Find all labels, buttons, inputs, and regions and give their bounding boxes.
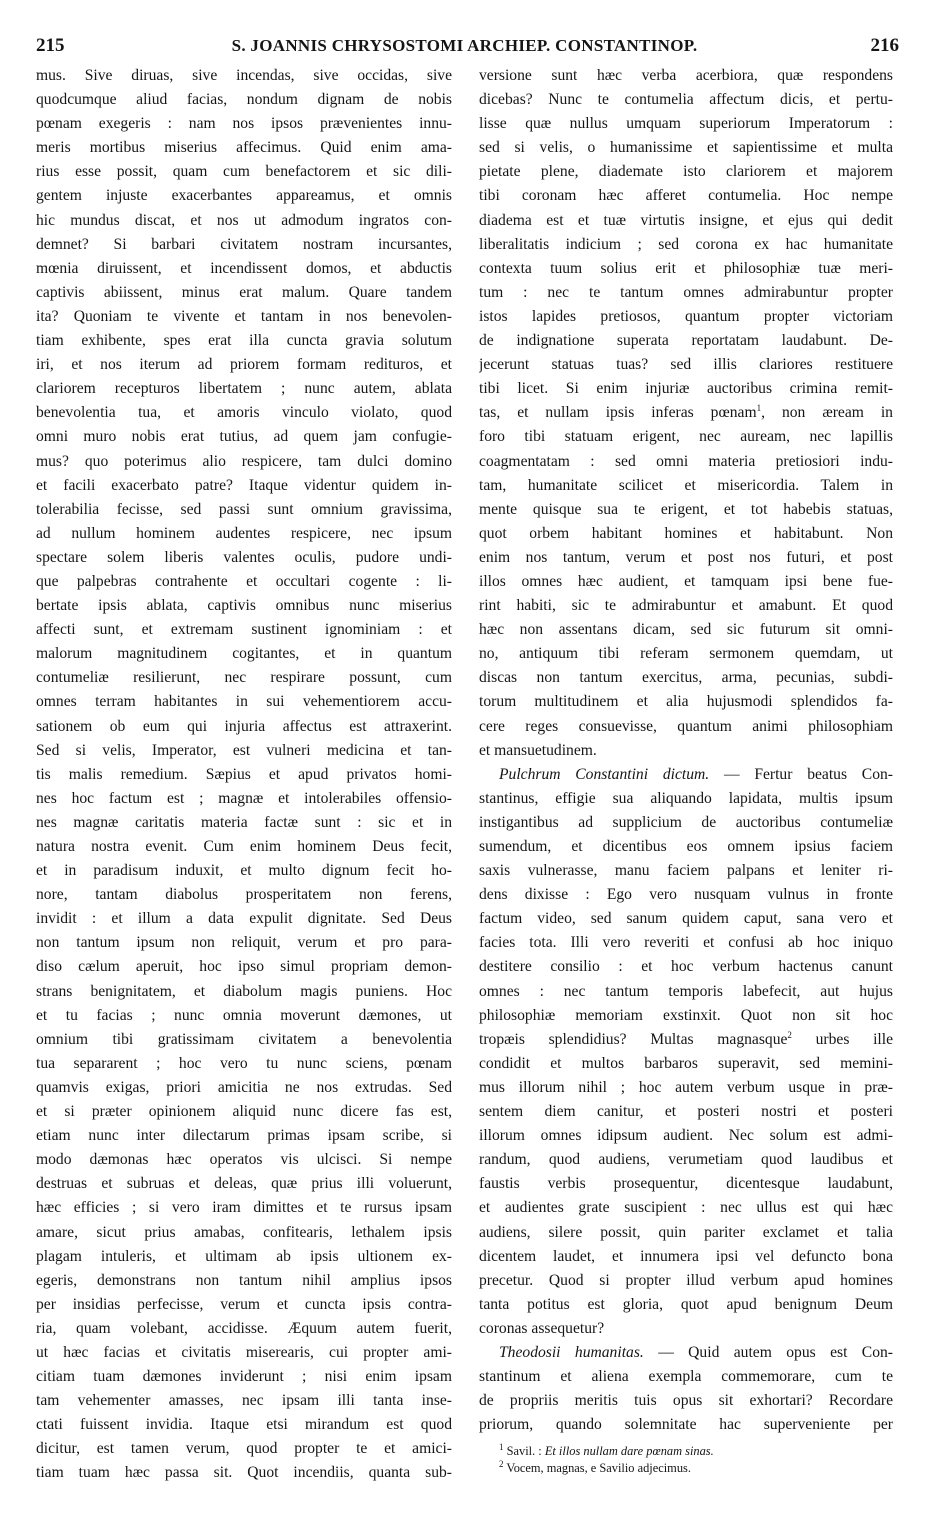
text-line: benevolentia tua, et amoris vinculo violato, quod [36, 404, 452, 422]
line-text: tas, et nullam ipsis inferas pœnam [479, 404, 757, 422]
text-line: nes hoc factum est ; magnæ et intolerabiles offensio- [36, 789, 452, 807]
line-text: urbes ille [791, 1030, 893, 1048]
text-line: invidit : et illum a data expulit dignitate. Sed Deus [36, 910, 452, 928]
text-line: tanta potitus est gloria, quot apud benignum Deum [479, 1295, 893, 1313]
text-line: torum multitudinem et alia hujusmodi splendidos fa- [479, 693, 893, 711]
section-heading-line [479, 1341, 893, 1365]
text-line: omnes terram habitantes in sui vehementiorem accu- [36, 693, 452, 711]
footnote-ref-1: 1 [756, 403, 762, 414]
text-line: modo dæmonas hæc operatos vis ulcisci. Si nempe [36, 1151, 452, 1169]
text-line: tibi licet. Si enim injuriæ auctoribus crimina remit- [479, 380, 893, 398]
section-constantine-body [479, 787, 893, 1341]
left-column [36, 64, 452, 1486]
text-line: liberalitatis indicium ; sed corona ex hac humanitate [479, 235, 893, 253]
text-line: diadema est et tuæ virtutis insigne, et ejus qui dedit [479, 211, 893, 229]
text-line: citiam tuam dæmones inviderunt ; nisi enim ipsam [36, 1368, 452, 1386]
text-line: etiam nunc inter dilectarum primas ipsam scribe, si [36, 1127, 452, 1145]
left-page-number: 215 [36, 35, 65, 56]
text-line: rint habiti, sic te admirabuntur et amabunt. Et quod [479, 597, 893, 615]
text-line: non tantum ipsum non reliquit, verum et pro para- [36, 934, 452, 952]
right-column-opening-text [479, 64, 893, 763]
line-text: , non æream in [761, 404, 893, 422]
text-line: tibi coronam hæc afferet contumelia. Hoc nempe [479, 187, 893, 205]
text-line: et audientes grate suscipient : nec ullus est qui hæc [479, 1199, 893, 1217]
text-line: instigantibus ad supplicium de auctoribus contumeliæ [479, 813, 893, 831]
text-line: philosophiæ memoriam exstinxit. Quot non sit hoc [479, 1006, 893, 1024]
text-line: nes magnæ caritatis materia factæ sunt : sic et in [36, 813, 452, 831]
text-line: stantinum et aliena exempla commemorare, cum te [479, 1368, 893, 1386]
text-line: omnes : nec tantum temporis labefecit, aut hujus [479, 982, 893, 1000]
text-line: discas non tantum exercitus, arma, pecunias, subdi- [479, 669, 893, 687]
text-line: ut hæc facias et civitatis miserearis, cui propter ami- [36, 1343, 452, 1361]
text-line: strans benignitatem, et diabolum magis puniens. Hoc [36, 982, 452, 1000]
section-constantine [479, 763, 893, 1341]
text-line: dicitur, est tamen verum, quod propter te et amici- [36, 1440, 452, 1458]
text-line: sumendum, et dicentibus eos omnem ipsius faciem [479, 838, 893, 855]
right-column [479, 64, 893, 1477]
text-line: et tu facias ; nunc omnia moverunt dæmones, ut [36, 1006, 452, 1024]
text-line: pietate plene, diademate isto clariorem et majorem [479, 163, 893, 181]
text-line: tolerabilia fecisse, sed passi sunt omnium gravissima, [36, 500, 452, 518]
text-line: coagmentatam : sed omni materia pretiosiori indu- [479, 452, 893, 470]
text-line: spectare solem liberis valentes oculis, pudore undi- [36, 548, 452, 566]
footnote-1 [479, 1443, 893, 1460]
text-line: facies tota. Illi vero reveriti et confusi ab hoc iniquo [479, 934, 893, 952]
text-line: foro tibi statuam erigent, nec auream, nec lapillis [479, 428, 893, 446]
text-line: omnium tibi gratissimam civitatem a benevolentia [36, 1030, 452, 1048]
text-line: randum, quod audiens, verumetiam quod laudibus et [479, 1151, 893, 1169]
text-line: coronas assequetur? [479, 1319, 605, 1337]
text-line: ctati fuissent invidia. Itaque etsi mirandum est quod [36, 1416, 452, 1434]
text-line: egeris, demonstrans non tantum nihil amplius ipsos [36, 1271, 452, 1289]
text-line: saxis vulnerasse, manu faciem palpans et leniter ri- [479, 862, 893, 880]
text-line: sationem ob eum qui injuria affectus est attraxerint. [36, 717, 452, 735]
text-line: quamvis exigas, priori amicitia ne nos extrudas. Sed [36, 1078, 452, 1096]
text-line: illos omnes hæc audient, et tamquam ipsi bene fue- [479, 572, 893, 590]
text-line: hic mundus discat, et nos ut admodum ingratos con- [36, 211, 452, 229]
text-line: pœnam exegeris : nam nos ipsos prævenientes innu- [36, 115, 452, 133]
text-line: sed si velis, o humanissime et sapientissime et multa [479, 139, 893, 157]
footnote-marker: 2 [499, 1460, 504, 1470]
text-line: ad nullum hominem audentes respicere, nec ipsum [36, 524, 452, 542]
text-line: illorum omnes idipsum audient. Nec solum est admi- [479, 1127, 893, 1145]
text-line: tiam tuam hæc passa sit. Quot incendiis, quanta sub- [36, 1464, 452, 1482]
text-line: et si præter opinionem aliquid nunc dicere fas est, [36, 1103, 452, 1121]
text-line: dens dixisse : Ego vero nusquam vulnus in fronte [479, 886, 893, 904]
text-line: mente quisque sua te erigent, et tot habebis statuas, [479, 500, 893, 518]
text-line: tum : nec te tantum omnes admirabuntur propter [479, 283, 893, 301]
text-line: dicebas? Nunc te contumelia affectum dicis, et pertu- [479, 91, 893, 109]
text-line: hæc efficies ; si vero iram dimittes et te rursus ipsam [36, 1199, 452, 1217]
section-lead: — Quid autem opus est Con- [643, 1343, 893, 1361]
text-line: affecti sunt, et extremam sustinent ignominiam : et [36, 621, 452, 639]
footnote-text: Et illos nullam dare pœnam sinas. [544, 1444, 714, 1459]
text-line: lisse quæ nullus umquam superiorum Imperatorum : [479, 115, 893, 133]
text-line: tam vehementer amasses, nec ipsam illi tanta inse- [36, 1392, 452, 1410]
text-line: enim nos tantum, verum et post nos futuri, et post [479, 548, 893, 566]
right-page-number: 216 [870, 35, 899, 56]
text-line: factum video, sed sanum quidem caput, sana vero et [479, 910, 893, 928]
text-line: que palpebras contrahente et occultari cogente : li- [36, 572, 452, 590]
text-line: mus. Sive diruas, sive incendas, sive occidas, sive [36, 67, 452, 84]
text-line: priorum, quando solemnitate hac superveniente per [479, 1416, 893, 1434]
text-line: contumeliæ resilierunt, nec respirare possunt, cum [36, 669, 452, 687]
text-line: stantinus, effigie sua aliquando lapidata, multis ipsum [479, 789, 893, 807]
text-line: tis malis remedium. Sæpius et apud privatos homi- [36, 765, 452, 783]
text-line: tam, humanitate scilicet et misericordia. Talem in [479, 476, 893, 494]
text-line: jecerunt statuas tuas? sed illis clariores restituere [479, 356, 893, 374]
text-line: destruas et subruas et deleas, quæ prius illi voluerunt, [36, 1175, 452, 1193]
text-line: quot orbem habitant homines et habitabunt. Non [479, 524, 893, 542]
text-line: clariorem recepturos libertatem ; nunc autem, ablata [36, 380, 452, 398]
footnotes [479, 1443, 893, 1477]
text-line: amare, sicut prius amabas, confitearis, lethalem ipsis [36, 1223, 452, 1241]
footnote-2 [479, 1460, 893, 1477]
text-line: sentem diem canitur, et posteri nostri et posteri [479, 1103, 893, 1121]
text-line: de propriis meritis tuis opus sit exhortari? Recordare [479, 1392, 893, 1410]
text-line: ita? Quoniam te vivente et tantam in nos benevolen- [36, 307, 452, 325]
section-theodosius [479, 1341, 893, 1437]
text-line: plagam intuleris, et ultimam ab ipsis ultionem ex- [36, 1247, 452, 1265]
text-line: versione sunt hæc verba acerbiora, quæ respondens [479, 67, 893, 84]
text-line: et in paradisum induxit, et multo dignum fecit ho- [36, 862, 452, 880]
text-line: mœnia diruissent, et incendissent domos, et abductis [36, 259, 452, 277]
text-line: per insidias perfecisse, verum et cuncta ipsis contra- [36, 1295, 452, 1313]
text-line: captivis abiissent, minus erat malum. Quare tandem [36, 283, 452, 301]
text-line: tua separarent ; hoc vero tu nunc sciens, pœnam [36, 1054, 452, 1072]
text-line: audiens, silere possit, quin pariter exclamet et talia [479, 1223, 893, 1241]
text-line: faustis verbis prosequentur, dicentesque laudabunt, [479, 1175, 893, 1193]
footnote-source: Savil. : [506, 1444, 542, 1459]
text-line: natura nostra evenit. Cum enim hominem Deus fecit, [36, 838, 452, 855]
section-heading-line [479, 763, 893, 787]
section-theodosius-body [479, 1365, 893, 1437]
text-line [479, 1028, 893, 1052]
text-line: precetur. Quod si propter illud verbum apud homines [479, 1271, 893, 1289]
text-line: quodcumque aliud facias, nondum dignam de nobis [36, 91, 452, 109]
section-title-constantine: Pulchrum Constantini dictum. [499, 765, 710, 783]
text-line: bertate ipsis ablata, captivis omnibus nunc miserius [36, 597, 452, 615]
text-line: demnet? Si barbari civitatem nostram incursantes, [36, 235, 452, 253]
text-line: et facili exacerbato patre? Itaque videntur quidem in- [36, 476, 452, 494]
text-line: et mansuetudinem. [479, 741, 597, 759]
text-line: malorum magnitudinem cogitantes, et in quantum [36, 645, 452, 663]
text-line: diso cælum aperuit, hoc ipso simul propriam demon- [36, 958, 452, 976]
text-line: condidit et multos barbaros superavit, sed memini- [479, 1054, 893, 1072]
text-line: destitere consilio : et hoc verbum hactenus canunt [479, 958, 893, 976]
text-line: dicentem laudet, et innumera ipsi vel defuncto bona [479, 1247, 893, 1265]
running-title: S. JOANNIS CHRYSOSTOMI ARCHIEP. CONSTANTINOP. [231, 36, 698, 55]
footnote-marker: 1 [499, 1443, 504, 1453]
section-title-theodosius: Theodosii humanitas. [499, 1343, 644, 1361]
footnote-text: Vocem, magnas, e Savilio adjecimus. [506, 1461, 691, 1476]
text-line: hæc non assentans dicam, sed sic futurum sit omni- [479, 621, 893, 639]
text-line [479, 401, 893, 425]
text-line: omni muro nobis erat tutius, ad quem jam confugie- [36, 428, 452, 446]
line-text: tropæis splendidius? Multas magnasque [479, 1030, 788, 1048]
text-line: rius esse possit, quam cum benefactorem et sic dili- [36, 163, 452, 181]
text-line: meris mortibus miserius affecimus. Quid enim ama- [36, 139, 452, 157]
text-line: nore, tantam diabolus prosperitatem non ferens, [36, 886, 452, 904]
text-line: cere reges consuevisse, quantum animi philosophiam [479, 717, 893, 735]
section-lead: — Fertur beatus Con- [709, 765, 893, 783]
text-line: tiam exhibente, spes erat illa cuncta gravia solutum [36, 332, 452, 350]
text-line: istos lapides pretiosos, quantum propter victoriam [479, 307, 893, 325]
text-line: gentem injuste exacerbantes appareamus, et omnis [36, 187, 452, 205]
text-line: no, antiquum tibi referam sermonem quemdam, ut [479, 645, 893, 663]
text-line: Sed si velis, Imperator, est vulneri medicina et tan- [36, 741, 452, 759]
text-line: iri, et nos iterum ad priorem formam redituros, et [36, 356, 452, 374]
footnote-ref-2: 2 [787, 1029, 792, 1040]
text-line: mus illorum nihil ; hoc autem verbum usque in præ- [479, 1078, 893, 1096]
text-line: contexta tuum solius erit et philosophiæ tuæ meri- [479, 259, 893, 277]
text-line: ria, quam volebant, accidisse. Æquum autem fuerit, [36, 1319, 452, 1337]
text-line: mus? quo poterimus alio respicere, tam dulci domino [36, 452, 452, 470]
text-line: de indignatione superata reportatam laudabunt. De- [479, 332, 893, 350]
